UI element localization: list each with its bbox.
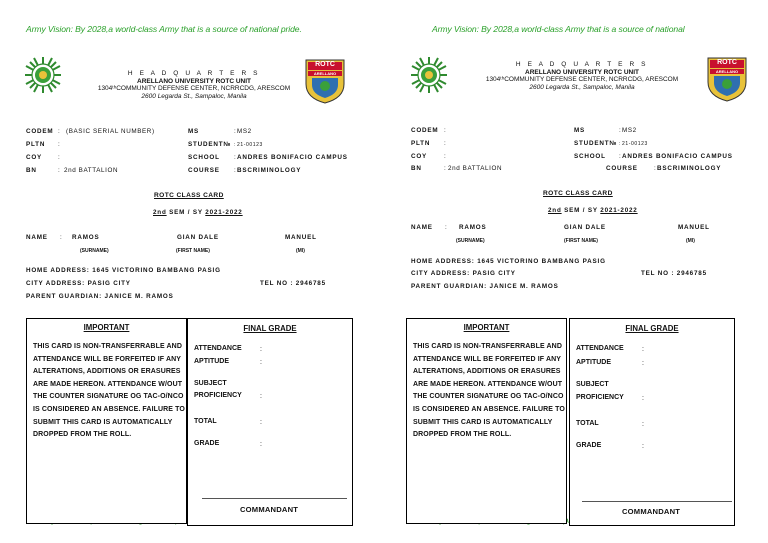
badge-arellano-text: ARELLANO <box>715 69 739 74</box>
course-colon: : <box>654 165 657 172</box>
total-colon: : <box>260 419 262 426</box>
first-name-caption: (FIRST NAME) <box>564 238 598 244</box>
rotc-class-card-title: ROTC CLASS CARD <box>543 190 613 197</box>
surname-caption: (SURNAME) <box>80 248 109 254</box>
pltn-colon: : <box>58 141 61 148</box>
commandant-label: COMMANDANT <box>240 505 299 514</box>
unit-address: 2600 Legarda St., Sampaloc, Manila <box>141 92 247 100</box>
mi-value: MANUEL <box>285 234 317 241</box>
total-label: TOTAL <box>576 420 599 427</box>
ms-colon: : <box>234 128 237 135</box>
surname-value: RAMOS <box>72 234 100 241</box>
codem-colon: : <box>58 128 61 135</box>
important-text: THIS CARD IS NON-TRANSFERRABLE AND ATTENDANCE WILL BE FORFEITED IF ANY ALTERATIONS, ADDITIONS OR ERASURES ARE MADE HEREON. ATTENDANCE W/OUT THE COUNTER SIGNATURE OG TAC-O/NCO IS CONSIDERED AN ABSENCE. FAILURE TO SUBMIT THIS CARD IS AUTOMATICALLY DROPPED FROM THE ROLL. <box>413 343 565 439</box>
mi-caption: (MI) <box>686 238 695 244</box>
rotc-class-card-title: ROTC CLASS CARD <box>154 192 224 199</box>
home-address: HOME ADDRESS: 1645 VICTORINO BAMBANG PASIG <box>411 258 606 265</box>
mi-caption: (MI) <box>296 248 305 254</box>
bn-value: 2nd BATTALION <box>64 167 119 174</box>
army-logo-icon <box>24 56 62 94</box>
surname-value: RAMOS <box>459 224 487 231</box>
attendance-label: ATTENDANCE <box>576 345 624 352</box>
badge-rotc-text: ROTC <box>315 61 335 68</box>
ms-label: MS <box>188 128 200 135</box>
unit-address: 2600 Legarda St., Sampaloc, Manila <box>529 83 635 91</box>
army-vision-text: Army Vision: By 2028,a world-class Army that is a source of national <box>432 24 685 34</box>
rotc-badge-icon <box>706 56 748 102</box>
school-value: ANDRES BONIFACIO CAMPUS <box>622 153 733 160</box>
important-text: THIS CARD IS NON-TRANSFERRABLE AND ATTENDANCE WILL BE FORFEITED IF ANY ALTERATIONS, ADDITIONS OR ERASURES ARE MADE HEREON. ATTENDANCE W/OUT THE COUNTER SIGNATURE OG TAC-O/NCO IS CONSIDERED AN ABSENCE. FAILURE TO SUBMIT THIS CARD IS AUTOMATICALLY DROPPED FROM THE ROLL. <box>33 343 185 439</box>
important-heading: IMPORTANT <box>463 323 510 332</box>
army-vision-text: Army Vision: By 2028,a world-class Army that is a source of national pride. <box>26 24 302 34</box>
subject-label: SUBJECT <box>194 380 227 387</box>
telephone: TEL NO : 2946785 <box>260 280 326 287</box>
ms-value: MS2 <box>237 128 252 135</box>
proficiency-colon: : <box>642 395 644 402</box>
commandant-label: COMMANDANT <box>622 507 681 516</box>
final-grade-heading: FINAL GRADE <box>243 324 297 333</box>
attendance-label: ATTENDANCE <box>194 345 242 352</box>
coy-colon: : <box>58 154 61 161</box>
aptitude-label: APTITUDE <box>194 358 229 365</box>
final-grade-box <box>569 318 735 526</box>
student-no-label: STUDENT№ <box>188 141 232 148</box>
headquarters-title: H E A D Q U A R T E R S <box>127 70 261 77</box>
subject-label: SUBJECT <box>576 381 609 388</box>
city-address: CITY ADDRESS: PASIG CITY <box>411 270 516 277</box>
proficiency-label: PROFICIENCY <box>576 394 624 401</box>
school-label: SCHOOL <box>188 154 220 161</box>
first-name-value: GIAN DALE <box>564 224 606 231</box>
pltn-colon: : <box>444 140 447 147</box>
bn-colon: : <box>444 165 447 172</box>
parent-guardian: PARENT GUARDIAN: JANICE M. RAMOS <box>26 293 174 300</box>
first-name-caption: (FIRST NAME) <box>176 248 210 254</box>
commandant-signature-line <box>582 501 732 502</box>
aptitude-label: APTITUDE <box>576 359 611 366</box>
grade-label: GRADE <box>576 442 602 449</box>
attendance-colon: : <box>642 346 644 353</box>
pltn-label: PLTN <box>26 141 46 148</box>
class-card-right <box>384 0 768 543</box>
commandant-signature-line <box>202 498 347 499</box>
attendance-colon: : <box>260 346 262 353</box>
badge-arellano-text: ARELLANO <box>313 71 337 76</box>
student-no-label: STUDENT№ <box>574 140 618 147</box>
proficiency-label: PROFICIENCY <box>194 392 242 399</box>
home-address: HOME ADDRESS: 1645 VICTORINO BAMBANG PASIG <box>26 267 221 274</box>
headquarters-block <box>84 70 304 100</box>
grade-colon: : <box>642 443 644 450</box>
codem-label: CODEM <box>26 128 54 135</box>
course-label: COURSE <box>188 167 220 174</box>
student-no-colon: : <box>619 141 621 147</box>
semester-line <box>153 209 243 216</box>
semester-prefix: 2nd <box>153 209 167 216</box>
coy-label: COY <box>411 153 428 160</box>
badge-rotc-text: ROTC <box>717 59 737 66</box>
total-colon: : <box>642 421 644 428</box>
school-year: 2021-2022 <box>600 207 638 214</box>
course-value: BSCRIMINOLOGY <box>657 165 722 172</box>
telephone: TEL NO : 2946785 <box>641 270 707 277</box>
defense-center: 1304ᵗʰCOMMUNITY DEFENSE CENTER, NCRRCDG, ARESCOM <box>97 85 291 93</box>
ms-value: MS2 <box>622 127 637 134</box>
aptitude-colon: : <box>642 360 644 367</box>
bn-label: BN <box>26 167 37 174</box>
headquarters-block <box>472 61 692 91</box>
important-heading: IMPORTANT <box>83 323 130 332</box>
codem-colon: : <box>444 127 447 134</box>
surname-caption: (SURNAME) <box>456 238 485 244</box>
aptitude-colon: : <box>260 359 262 366</box>
codem-value: (BASIC SERIAL NUMBER) <box>66 128 155 135</box>
name-label: NAME <box>26 234 48 241</box>
unit-name: ARELLANO UNIVERSITY ROTC UNIT <box>525 68 639 76</box>
course-label: COURSE <box>606 165 638 172</box>
first-name-value: GIAN DALE <box>177 234 219 241</box>
final-grade-heading: FINAL GRADE <box>625 324 679 333</box>
ms-label: MS <box>574 127 586 134</box>
unit-name: ARELLANO UNIVERSITY ROTC UNIT <box>137 77 251 85</box>
final-grade-box <box>187 318 353 526</box>
coy-label: COY <box>26 154 43 161</box>
school-colon: : <box>619 153 622 160</box>
coy-colon: : <box>444 153 447 160</box>
student-no-colon: : <box>234 142 236 148</box>
rotc-badge-icon <box>304 58 346 104</box>
proficiency-colon: : <box>260 393 262 400</box>
city-address: CITY ADDRESS: PASIG CITY <box>26 280 131 287</box>
semester-mid: SEM / SY <box>561 207 601 214</box>
school-year: 2021-2022 <box>205 209 243 216</box>
semester-line <box>548 207 638 214</box>
course-colon: : <box>234 167 237 174</box>
bn-label: BN <box>411 165 422 172</box>
codem-label: CODEM <box>411 127 439 134</box>
school-label: SCHOOL <box>574 153 606 160</box>
semester-prefix: 2nd <box>548 207 562 214</box>
student-no-value: 21-00123 <box>622 141 648 147</box>
bn-colon: : <box>58 167 61 174</box>
course-value: BSCRIMINOLOGY <box>237 167 302 174</box>
total-label: TOTAL <box>194 418 217 425</box>
ms-colon: : <box>619 127 622 134</box>
mi-value: MANUEL <box>678 224 710 231</box>
pltn-label: PLTN <box>411 140 431 147</box>
name-label: NAME <box>411 224 433 231</box>
grade-colon: : <box>260 441 262 448</box>
bn-value: 2nd BATTALION <box>448 165 503 172</box>
semester-mid: SEM / SY <box>166 209 206 216</box>
parent-guardian: PARENT GUARDIAN: JANICE M. RAMOS <box>411 283 559 290</box>
grade-label: GRADE <box>194 440 220 447</box>
student-no-value: 21-00123 <box>237 142 263 148</box>
defense-center: 1304ᵗʰCOMMUNITY DEFENSE CENTER, NCRRCDG, ARESCOM <box>485 76 679 84</box>
headquarters-title: H E A D Q U A R T E R S <box>515 61 649 68</box>
army-logo-icon <box>410 56 448 94</box>
name-colon: : <box>445 224 448 231</box>
school-value: ANDRES BONIFACIO CAMPUS <box>237 154 348 161</box>
name-colon: : <box>60 234 63 241</box>
important-box <box>406 318 567 524</box>
important-box <box>26 318 187 524</box>
school-colon: : <box>234 154 237 161</box>
